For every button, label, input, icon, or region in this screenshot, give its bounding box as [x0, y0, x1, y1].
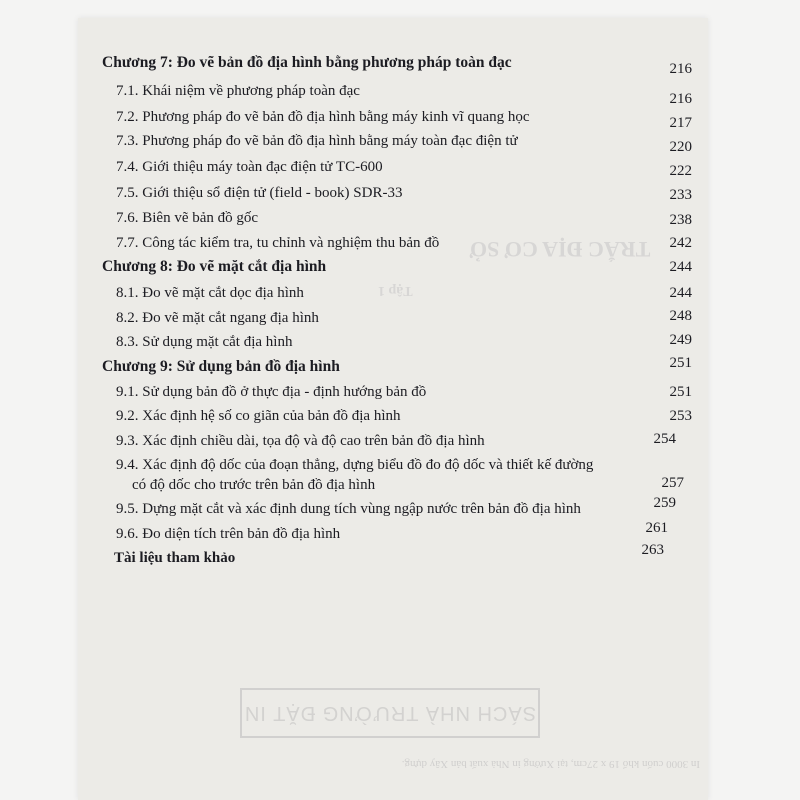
toc-page-number: 251	[669, 355, 692, 371]
toc-page-number: 216	[669, 91, 692, 107]
toc-page-number: 253	[669, 408, 692, 424]
toc-chapter-title: Chương 8: Đo vẽ mặt cắt địa hình	[102, 258, 327, 275]
toc-page-number: 238	[669, 212, 692, 228]
toc-entry-title: 9.4. Xác định độ dốc của đoạn thẳng, dựng biểu đồ đo độ dốc và thiết kế đường	[116, 457, 594, 473]
toc-chapter-8	[102, 256, 692, 280]
toc-entry-7-6	[102, 207, 692, 231]
toc-entry-title: 8.2. Đo vẽ mặt cắt ngang địa hình	[116, 310, 319, 326]
toc-page-number: 263	[641, 542, 664, 558]
toc-entry-title: 7.2. Phương pháp đo vẽ bản đồ địa hình bằng máy kinh vĩ quang học	[116, 109, 530, 125]
toc-entry-title: 7.1. Khái niệm về phương pháp toàn đạc	[116, 83, 360, 99]
toc-entry-title: 7.7. Công tác kiểm tra, tu chỉnh và nghiệm thu bản đồ	[116, 235, 440, 251]
toc-entry-9-5	[102, 495, 692, 522]
toc-entry-title: 7.4. Giới thiệu máy toàn đạc điện tử TC-600	[116, 159, 383, 175]
toc-entry-9-6	[102, 520, 692, 547]
toc-entry-7-7	[102, 232, 692, 256]
toc-entry-7-1	[102, 80, 692, 107]
show-through-imprint: In 3000 cuốn khổ 19 x 27cm, tại Xưởng in Nhà xuất bản Xây dựng.	[401, 758, 700, 770]
toc-page-number: 254	[653, 431, 676, 447]
toc-entry-title: 8.3. Sử dụng mặt cắt địa hình	[116, 334, 293, 350]
toc-entry-9-1	[102, 381, 692, 405]
toc-references-title: Tài liệu tham khảo	[114, 550, 236, 566]
toc-entry-7-2	[102, 106, 692, 130]
toc-chapter-9	[102, 356, 692, 380]
toc-page-number: 249	[669, 332, 692, 348]
toc-page-number: 257	[661, 475, 684, 491]
toc-entry-title: 9.3. Xác định chiều dài, tọa độ và độ cao trên bản đồ địa hình	[116, 433, 485, 449]
toc-entry-8-2	[102, 307, 692, 331]
toc-page-number: 233	[669, 187, 692, 203]
toc-page-number: 244	[669, 285, 692, 301]
toc-entry-7-3	[102, 130, 692, 154]
toc-entry-title: 7.6. Biên vẽ bản đồ gốc	[116, 210, 259, 226]
toc-entry-title: 9.5. Dựng mặt cắt và xác định dung tích vùng ngập nước trên bản đồ địa hình	[116, 501, 581, 517]
toc-page-number: 217	[669, 115, 692, 131]
toc-entry-title: có độ dốc cho trước trên bản đồ địa hình	[132, 477, 376, 493]
toc-entry-7-4	[102, 156, 692, 180]
toc-page-number: 242	[669, 235, 692, 251]
toc-page-number: 251	[669, 384, 692, 400]
toc-entry-9-4-continued	[102, 474, 692, 498]
toc-entry-7-5	[102, 182, 692, 206]
show-through-volume: Tập 1	[378, 283, 413, 298]
toc-entry-title: 9.2. Xác định hệ số co giãn của bản đồ địa hình	[116, 408, 401, 424]
show-through-title: TRẮC ĐỊA CƠ SỞ	[470, 237, 651, 262]
toc-entry-title: 7.5. Giới thiệu sổ điện tử (field - book) SDR-33	[116, 185, 403, 201]
toc-entry-8-3	[102, 331, 692, 355]
toc-page-number: 220	[669, 139, 692, 155]
toc-page-number: 216	[669, 61, 692, 77]
toc-page-number: 248	[669, 308, 692, 324]
toc-page-number: 222	[669, 163, 692, 179]
toc-references	[102, 542, 692, 571]
toc-chapter-title: Chương 9: Sử dụng bản đồ địa hình	[102, 358, 340, 375]
toc-entry-9-2	[102, 405, 692, 429]
toc-chapter-7	[102, 52, 692, 76]
toc-entry-9-3	[102, 430, 692, 454]
toc-page-number: 259	[653, 495, 676, 511]
show-through-stamp: SÁCH NHÀ TRƯỜNG ĐẶT IN	[240, 688, 540, 738]
toc-page-number: 261	[645, 520, 668, 536]
toc-entry-title: 9.6. Đo diện tích trên bản đồ địa hình	[116, 526, 341, 542]
toc-chapter-title: Chương 7: Đo vẽ bản đồ địa hình bằng phương pháp toàn đạc	[102, 54, 512, 71]
toc-page-number: 244	[669, 259, 692, 275]
toc-entry-title: 8.1. Đo vẽ mặt cắt dọc địa hình	[116, 285, 304, 301]
toc-entry-8-1	[102, 282, 692, 306]
toc-entry-title: 9.1. Sử dụng bản đồ ở thực địa - định hướng bản đồ	[116, 384, 427, 400]
toc-entry-title: 7.3. Phương pháp đo vẽ bản đồ địa hình bằng máy toàn đạc điện tử	[116, 133, 518, 149]
